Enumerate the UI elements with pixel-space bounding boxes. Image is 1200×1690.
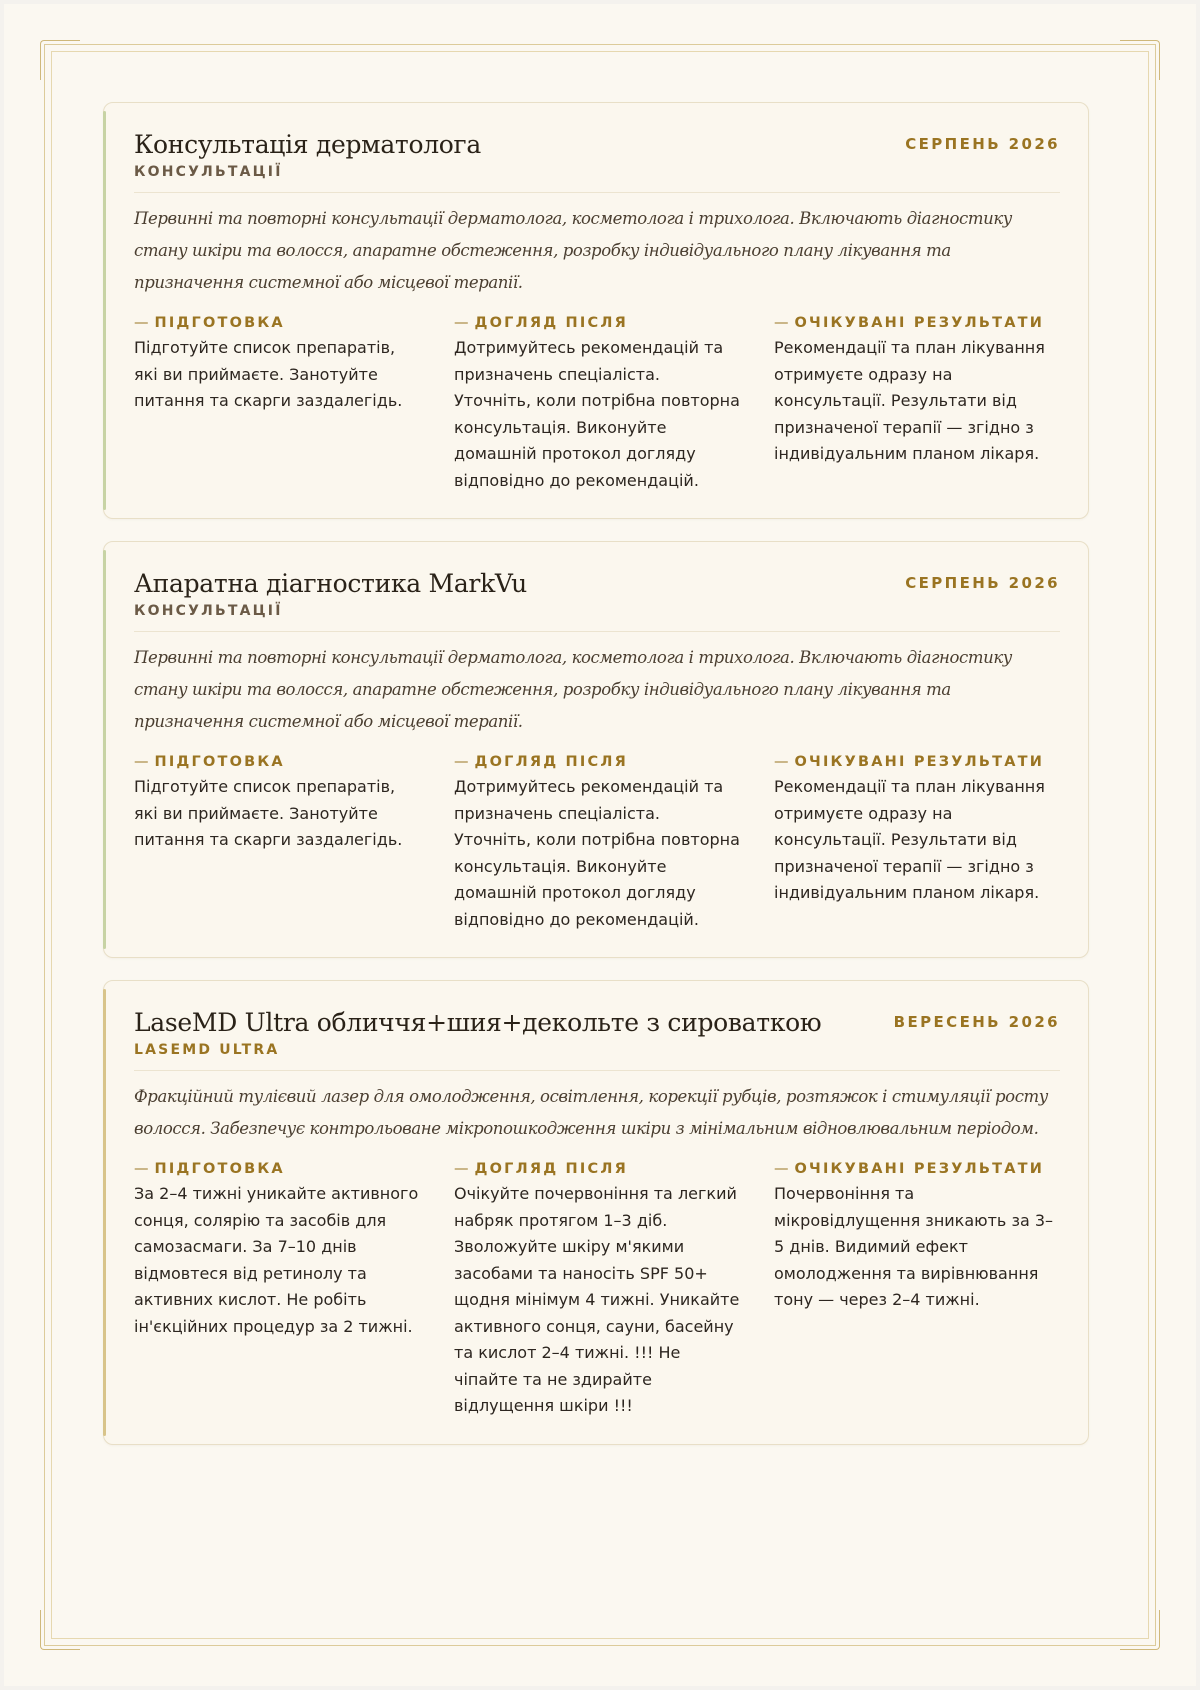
results-heading xyxy=(774,1161,1060,1177)
preparation-heading xyxy=(134,1161,420,1177)
results-heading xyxy=(774,315,1060,331)
frame-corner-ornament xyxy=(1120,40,1160,80)
dash-mark: — xyxy=(454,754,469,770)
procedure-header xyxy=(134,568,1060,632)
preparation-text: За 2–4 тижні уникайте активного сонця, солярію та засобів для самозасмаги. За 7–10 днів відмовтеся від ретинолу та активних кислот. Не робіть ін'єкційних процедур за 2 тижні. xyxy=(134,1184,419,1336)
dash-mark: — xyxy=(454,1161,469,1177)
procedure-heading xyxy=(134,1007,821,1058)
aftercare-heading xyxy=(454,754,740,770)
preparation-column xyxy=(134,754,420,933)
preparation-heading-label: ПІДГОТОВКА xyxy=(154,754,285,770)
aftercare-heading-label: ДОГЛЯД ПІСЛЯ xyxy=(474,1161,628,1177)
dash-mark: — xyxy=(454,315,469,331)
results-column xyxy=(774,1161,1060,1420)
preparation-heading-label: ПІДГОТОВКА xyxy=(154,1161,285,1177)
frame-corner-ornament xyxy=(40,1610,80,1650)
results-heading-label: ОЧІКУВАНІ РЕЗУЛЬТАТИ xyxy=(794,1161,1045,1177)
procedure-title: Апаратна діагностика MarkVu xyxy=(134,569,527,598)
preparation-heading xyxy=(134,315,420,331)
procedure-heading xyxy=(134,568,527,619)
procedure-date: СЕРПЕНЬ 2026 xyxy=(905,574,1060,592)
procedure-category: КОНСУЛЬТАЦІЇ xyxy=(134,164,283,180)
procedure-card xyxy=(103,102,1089,519)
procedure-title: Консультація дерматолога xyxy=(134,130,481,159)
frame-corner-ornament xyxy=(40,40,80,80)
preparation-text: Підготуйте список препаратів, які ви приймаєте. Занотуйте питання та скарги заздалегідь. xyxy=(134,777,403,849)
procedure-list xyxy=(103,102,1089,1467)
preparation-heading xyxy=(134,754,420,770)
procedure-heading xyxy=(134,129,481,180)
procedure-description: Первинні та повторні консультації дерматолога, косметолога і трихолога. Включають діагностику стану шкіри та волосся, апаратне обстеження, розробку індивідуального плану лікування та призначення системної або місцевої терапії. xyxy=(134,648,1012,731)
aftercare-column xyxy=(454,754,740,933)
procedure-header xyxy=(134,1007,1060,1071)
procedure-details xyxy=(134,754,1060,933)
dash-mark: — xyxy=(774,315,789,331)
results-text: Рекомендації та план лікування отримуєте одразу на консультації. Результати від призначеної терапії — згідно з індивідуальним планом лікаря. xyxy=(774,777,1045,902)
procedure-date: ВЕРЕСЕНЬ 2026 xyxy=(893,1013,1060,1031)
procedure-card xyxy=(103,980,1089,1445)
aftercare-text: Очікуйте почервоніння та легкий набряк протягом 1–3 діб. Зволожуйте шкіру м'якими засобами та наносіть SPF 50+ щодня мінімум 4 тижні. Уникайте активного сонця, сауни, басейну та кислот 2–4 тижні. !!! Не чіпайте та не здирайте відлущення шкіри !!! xyxy=(454,1184,740,1415)
dash-mark: — xyxy=(134,1161,149,1177)
procedure-header xyxy=(134,129,1060,193)
preparation-column xyxy=(134,315,420,494)
preparation-heading-label: ПІДГОТОВКА xyxy=(154,315,285,331)
results-column xyxy=(774,315,1060,494)
aftercare-heading xyxy=(454,315,740,331)
results-text: Почервоніння та мікровідлущення зникають за 3–5 днів. Видимий ефект омолодження та вирівнювання тону — через 2–4 тижні. xyxy=(774,1184,1054,1309)
procedure-card xyxy=(103,541,1089,958)
aftercare-heading-label: ДОГЛЯД ПІСЛЯ xyxy=(474,754,628,770)
procedure-category: LASEMD ULTRA xyxy=(134,1042,280,1058)
procedure-description: Первинні та повторні консультації дерматолога, косметолога і трихолога. Включають діагностику стану шкіри та волосся, апаратне обстеження, розробку індивідуального плану лікування та призначення системної або місцевої терапії. xyxy=(134,209,1012,292)
preparation-text: Підготуйте список препаратів, які ви приймаєте. Занотуйте питання та скарги заздалегідь. xyxy=(134,338,403,410)
results-column xyxy=(774,754,1060,933)
results-heading xyxy=(774,754,1060,770)
dash-mark: — xyxy=(774,754,789,770)
procedure-date: СЕРПЕНЬ 2026 xyxy=(905,135,1060,153)
procedure-category: КОНСУЛЬТАЦІЇ xyxy=(134,603,283,619)
procedure-details xyxy=(134,315,1060,494)
results-heading-label: ОЧІКУВАНІ РЕЗУЛЬТАТИ xyxy=(794,315,1045,331)
aftercare-text: Дотримуйтесь рекомендацій та призначень спеціаліста. Уточніть, коли потрібна повторна консультація. Виконуйте домашній протокол догляду відповідно до рекомендацій. xyxy=(454,338,740,490)
results-heading-label: ОЧІКУВАНІ РЕЗУЛЬТАТИ xyxy=(794,754,1045,770)
dash-mark: — xyxy=(774,1161,789,1177)
dash-mark: — xyxy=(134,315,149,331)
aftercare-heading xyxy=(454,1161,740,1177)
dash-mark: — xyxy=(134,754,149,770)
aftercare-text: Дотримуйтесь рекомендацій та призначень спеціаліста. Уточніть, коли потрібна повторна консультація. Виконуйте домашній протокол догляду відповідно до рекомендацій. xyxy=(454,777,740,929)
preparation-column xyxy=(134,1161,420,1420)
aftercare-column xyxy=(454,315,740,494)
aftercare-heading-label: ДОГЛЯД ПІСЛЯ xyxy=(474,315,628,331)
frame-corner-ornament xyxy=(1120,1610,1160,1650)
aftercare-column xyxy=(454,1161,740,1420)
procedure-description: Фракційний тулієвий лазер для омолодження, освітлення, корекції рубців, розтяжок і стимуляції росту волосся. Забезпечує контрольоване мікропошкодження шкіри з мінімальним відновлювальним періодом. xyxy=(134,1087,1048,1138)
results-text: Рекомендації та план лікування отримуєте одразу на консультації. Результати від призначеної терапії — згідно з індивідуальним планом лікаря. xyxy=(774,338,1045,463)
procedure-title: LaseMD Ultra обличчя+шия+декольте з сироваткою xyxy=(134,1008,822,1037)
procedure-details xyxy=(134,1161,1060,1420)
